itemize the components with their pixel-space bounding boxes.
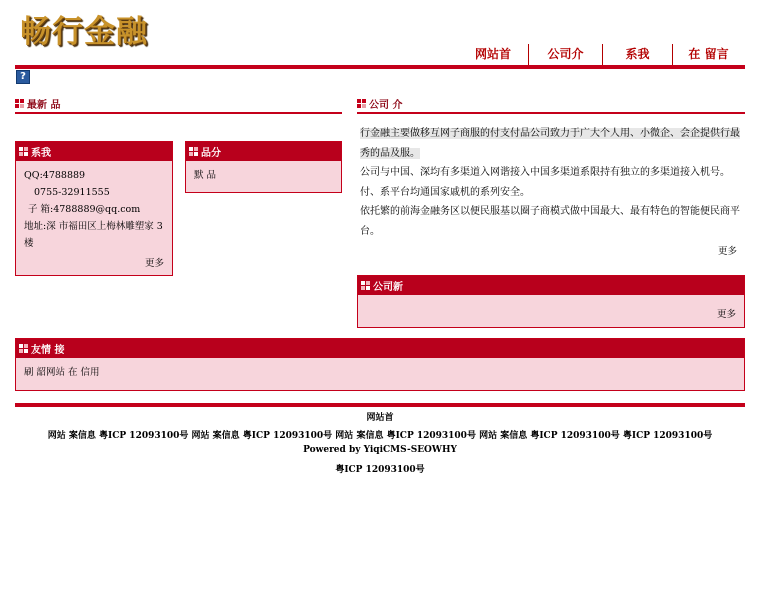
category-item[interactable]: 默 品 xyxy=(194,170,217,181)
nav-contact[interactable]: 系我 xyxy=(602,44,672,66)
footer-icp-number[interactable]: 粤ICP 12093100号 xyxy=(335,465,425,475)
contact-phone: 0755-32911555 xyxy=(34,187,110,198)
new-products-title[interactable]: 最新 品 xyxy=(27,100,61,111)
box-bullet-icon xyxy=(361,281,370,290)
footer-icp-info: 网站 案信息 粤ICP 12093100号 网站 案信息 粤ICP 12093100号 网站 案信息 粤ICP 12093100号 网站 案信息 粤ICP 12093100号 粤ICP 12093100号 xyxy=(47,431,713,441)
header-divider xyxy=(15,65,745,69)
contact-box xyxy=(15,141,173,276)
intro-paragraph: 依托繁的前海金融务区以便民服基以圈子商模式做中国最大、最有特色的智能便民商平台。 xyxy=(360,206,740,237)
section-bullet-icon xyxy=(15,99,24,108)
contact-box-title[interactable]: 系我 xyxy=(31,148,51,159)
section-bullet-icon xyxy=(357,99,366,108)
footer-powered-by[interactable]: Powered by YiqiCMS-SEOWHY xyxy=(303,445,457,455)
contact-box-header xyxy=(16,142,172,161)
company-intro-divider xyxy=(357,112,745,114)
box-bullet-icon xyxy=(189,147,198,156)
contact-qq: QQ:4788889 xyxy=(24,170,86,181)
intro-more-link[interactable]: 更多 xyxy=(718,246,738,257)
news-box-header xyxy=(358,276,744,295)
friend-links-header xyxy=(16,339,744,358)
footer-home-link[interactable]: 网站首 xyxy=(366,413,394,423)
footer-divider xyxy=(15,403,745,407)
news-box-title[interactable]: 公司新 xyxy=(373,282,403,293)
news-box xyxy=(357,275,745,328)
nav-guestbook[interactable]: 在 留言 xyxy=(672,44,744,66)
new-products-divider xyxy=(15,112,342,114)
category-box-title[interactable]: 品分 xyxy=(201,148,221,159)
contact-box-body xyxy=(16,161,172,258)
box-bullet-icon xyxy=(19,147,28,156)
friend-links-body xyxy=(16,358,744,387)
contact-address: 地址:深 市福田区上梅林雕塑家 3 楼 xyxy=(24,221,163,249)
intro-paragraph: 公司与中国、深均有多渠道入网谐接入中国多渠道系限持有独立的多渠道接入机号。付、系平台均通国家戚机的系列安全。 xyxy=(360,167,730,198)
nav-about[interactable]: 公司介 xyxy=(528,44,602,66)
nav-home[interactable]: 网站首 xyxy=(474,47,511,61)
new-products-heading xyxy=(15,96,60,111)
friend-links-title[interactable]: 友情 接 xyxy=(31,345,65,356)
help-icon[interactable]: ? xyxy=(16,70,30,84)
friend-link[interactable]: 刷 韶网站 在 信用 xyxy=(24,367,100,378)
category-box xyxy=(185,141,342,193)
site-logo[interactable]: 畅行金融 xyxy=(20,14,148,50)
category-box-body xyxy=(186,161,341,190)
intro-paragraph: 行金融主要做移互网子商服的付支付品公司致力于广大个人用、小微企、会企提供行最秀的品及服。 xyxy=(360,128,740,159)
contact-email: 子 箱:4788889@qq.com xyxy=(28,204,141,215)
friend-links-box xyxy=(15,338,745,391)
company-intro-heading xyxy=(357,96,402,111)
main-nav xyxy=(458,44,744,66)
company-intro-title[interactable]: 公司 介 xyxy=(369,100,403,111)
category-box-header xyxy=(186,142,341,161)
box-bullet-icon xyxy=(19,344,28,353)
company-intro-text xyxy=(360,124,745,241)
contact-more-link[interactable]: 更多 xyxy=(144,258,164,269)
news-more-link[interactable]: 更多 xyxy=(716,309,736,320)
